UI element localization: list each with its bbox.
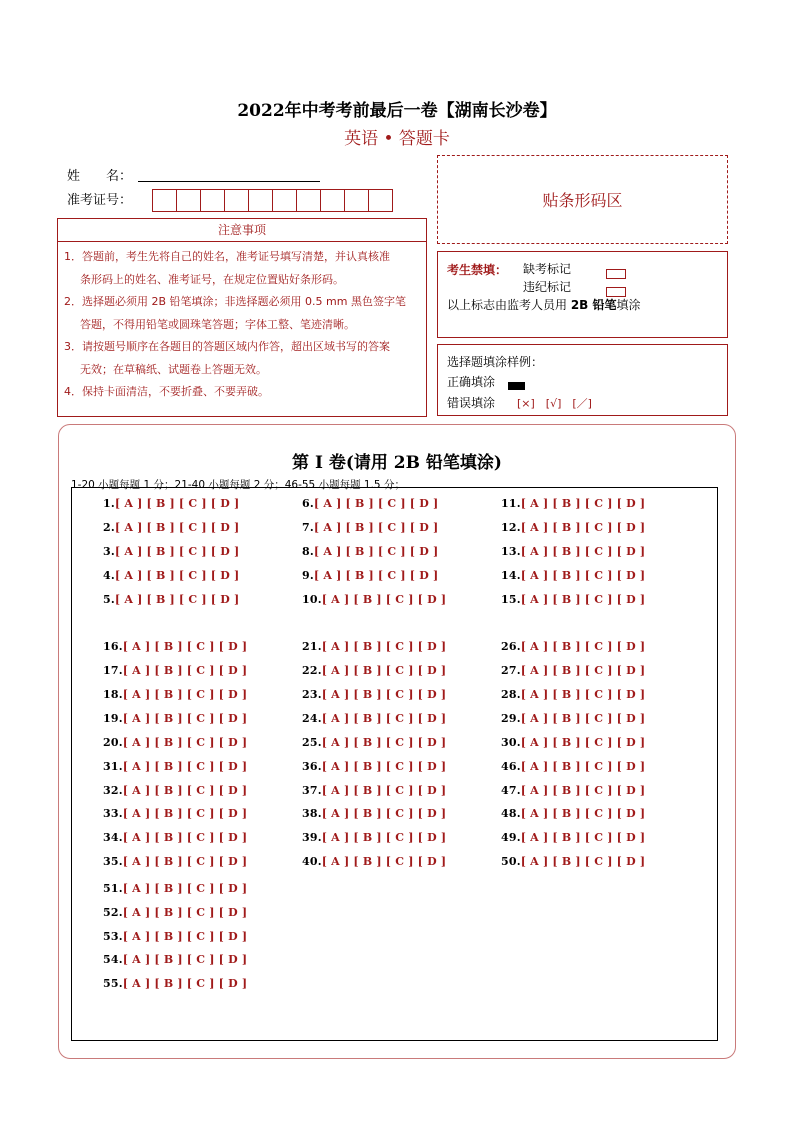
answer-options[interactable]: [ A ] [ B ] [ C ] [ D ] xyxy=(321,688,447,701)
question-row[interactable] xyxy=(302,831,446,844)
question-number: 23. xyxy=(302,688,322,701)
question-number: 6. xyxy=(302,497,314,510)
absent-checkbox[interactable] xyxy=(606,269,626,279)
question-row[interactable] xyxy=(501,807,645,820)
barcode-label: 贴条形码区 xyxy=(542,191,623,210)
question-row[interactable] xyxy=(302,784,446,797)
answer-options[interactable]: [ A ] [ B ] [ C ] [ D ] xyxy=(321,664,447,677)
question-row[interactable] xyxy=(103,977,247,990)
id-label: 准考证号： xyxy=(67,193,133,208)
question-number: 21. xyxy=(302,640,322,653)
id-digit-box[interactable] xyxy=(296,189,321,212)
question-row[interactable] xyxy=(302,736,446,749)
answer-options[interactable]: [ A ] [ B ] [ C ] [ D ] xyxy=(313,521,439,534)
question-row[interactable] xyxy=(302,593,446,606)
answer-options[interactable]: [ A ] [ B ] [ C ] [ D ] xyxy=(520,784,646,797)
answer-options[interactable]: [ A ] [ B ] [ C ] [ D ] xyxy=(114,593,240,606)
id-digit-box[interactable] xyxy=(272,189,297,212)
question-number: 5. xyxy=(103,593,115,606)
question-number: 53. xyxy=(103,930,123,943)
section-title: 第 I 卷(请用 2B 铅笔填涂) xyxy=(292,453,502,473)
question-row[interactable] xyxy=(302,855,446,868)
question-row[interactable] xyxy=(103,640,247,653)
wrong-fill-samples: [×] [√] [／] xyxy=(517,397,592,410)
question-number: 38. xyxy=(302,807,322,820)
question-number: 34. xyxy=(103,831,123,844)
question-number: 24. xyxy=(302,712,322,725)
question-number: 31. xyxy=(103,760,123,773)
answer-options[interactable]: [ A ] [ B ] [ C ] [ D ] xyxy=(520,640,646,653)
question-number: 50. xyxy=(501,855,521,868)
answer-options[interactable]: [ A ] [ B ] [ C ] [ D ] xyxy=(520,855,646,868)
answer-options[interactable]: [ A ] [ B ] [ C ] [ D ] xyxy=(321,831,447,844)
question-number: 16. xyxy=(103,640,123,653)
question-number: 28. xyxy=(501,688,521,701)
question-row[interactable] xyxy=(501,497,645,510)
notice-line: 2．选择题必须用 2B 铅笔填涂；非选择题必须用 0.5 mm 黑色签字笔 xyxy=(64,295,406,308)
question-number: 17. xyxy=(103,664,123,677)
answer-options[interactable]: [ A ] [ B ] [ C ] [ D ] xyxy=(520,807,646,820)
ban-note-pre: 以上标志由监考人员用 xyxy=(447,298,571,312)
answer-options[interactable]: [ A ] [ B ] [ C ] [ D ] xyxy=(122,930,248,943)
answer-options[interactable]: [ A ] [ B ] [ C ] [ D ] xyxy=(520,569,646,582)
answer-options[interactable]: [ A ] [ B ] [ C ] [ D ] xyxy=(321,736,447,749)
question-row[interactable] xyxy=(501,760,645,773)
question-row[interactable] xyxy=(302,760,446,773)
question-number: 46. xyxy=(501,760,521,773)
question-row[interactable] xyxy=(501,855,645,868)
answer-options[interactable]: [ A ] [ B ] [ C ] [ D ] xyxy=(520,712,646,725)
question-row[interactable] xyxy=(103,855,247,868)
question-row[interactable] xyxy=(103,760,247,773)
answer-options[interactable]: [ A ] [ B ] [ C ] [ D ] xyxy=(122,760,248,773)
question-number: 2. xyxy=(103,521,115,534)
question-number: 8. xyxy=(302,545,314,558)
page-subtitle: 英语 • 答题卡 xyxy=(344,129,450,149)
question-row[interactable] xyxy=(103,569,239,582)
question-row[interactable] xyxy=(103,497,239,510)
question-row[interactable] xyxy=(103,784,247,797)
question-number: 18. xyxy=(103,688,123,701)
question-number: 22. xyxy=(302,664,322,677)
answer-options[interactable]: [ A ] [ B ] [ C ] [ D ] xyxy=(122,688,248,701)
answer-options[interactable]: [ A ] [ B ] [ C ] [ D ] xyxy=(321,760,447,773)
question-row[interactable] xyxy=(302,545,438,558)
ban-note xyxy=(447,296,641,313)
question-number: 48. xyxy=(501,807,521,820)
question-number: 11. xyxy=(501,497,521,510)
score-note: 1-20 小题每题 1 分；21-40 小题每题 2 分；46-55 小题每题 1.5 分； xyxy=(71,479,405,491)
answer-options[interactable]: [ A ] [ B ] [ C ] [ D ] xyxy=(321,712,447,725)
answer-options[interactable]: [ A ] [ B ] [ C ] [ D ] xyxy=(114,545,240,558)
question-row[interactable] xyxy=(501,736,645,749)
answer-options[interactable]: [ A ] [ B ] [ C ] [ D ] xyxy=(122,664,248,677)
sample-label: 选择题填涂样例： xyxy=(447,355,544,369)
ban-note-post: 填涂 xyxy=(616,298,641,312)
question-row[interactable] xyxy=(501,640,645,653)
question-row[interactable] xyxy=(302,688,446,701)
answer-options[interactable]: [ A ] [ B ] [ C ] [ D ] xyxy=(122,882,248,895)
id-digit-box[interactable] xyxy=(224,189,249,212)
question-row[interactable] xyxy=(302,712,446,725)
question-row[interactable] xyxy=(501,664,645,677)
notice-line: 无效；在草稿纸、试题卷上答题无效。 xyxy=(80,362,267,376)
answer-options[interactable]: [ A ] [ B ] [ C ] [ D ] xyxy=(321,593,447,606)
answer-options[interactable]: [ A ] [ B ] [ C ] [ D ] xyxy=(520,831,646,844)
question-number: 39. xyxy=(302,831,322,844)
answer-options[interactable]: [ A ] [ B ] [ C ] [ D ] xyxy=(520,664,646,677)
question-number: 3. xyxy=(103,545,115,558)
answer-options[interactable]: [ A ] [ B ] [ C ] [ D ] xyxy=(122,712,248,725)
absent-mark[interactable] xyxy=(606,263,626,282)
id-digit-box[interactable] xyxy=(368,189,393,212)
question-row[interactable] xyxy=(103,930,247,943)
question-number: 4. xyxy=(103,569,115,582)
question-row[interactable] xyxy=(501,688,645,701)
question-number: 25. xyxy=(302,736,322,749)
question-row[interactable] xyxy=(501,545,645,558)
question-row[interactable] xyxy=(103,664,247,677)
question-number: 54. xyxy=(103,953,123,966)
question-row[interactable] xyxy=(302,569,438,582)
question-number: 37. xyxy=(302,784,322,797)
question-row[interactable] xyxy=(501,569,645,582)
question-row[interactable] xyxy=(302,640,446,653)
notice-body xyxy=(57,242,427,417)
id-digit-box[interactable] xyxy=(200,189,225,212)
question-number: 15. xyxy=(501,593,521,606)
question-row[interactable] xyxy=(103,807,247,820)
question-row[interactable] xyxy=(103,593,239,606)
answer-options[interactable]: [ A ] [ B ] [ C ] [ D ] xyxy=(122,807,248,820)
question-row[interactable] xyxy=(501,712,645,725)
answer-options[interactable]: [ A ] [ B ] [ C ] [ D ] xyxy=(313,569,439,582)
answer-options[interactable]: [ A ] [ B ] [ C ] [ D ] xyxy=(114,497,240,510)
question-number: 26. xyxy=(501,640,521,653)
page-title: 2022年中考考前最后一卷【湖南长沙卷】 xyxy=(237,101,557,121)
question-number: 35. xyxy=(103,855,123,868)
question-number: 33. xyxy=(103,807,123,820)
notice-line: 条形码上的姓名、准考证号，在规定位置贴好条形码。 xyxy=(80,272,344,286)
filled-mark-icon xyxy=(508,382,525,390)
question-number: 9. xyxy=(302,569,314,582)
question-number: 51. xyxy=(103,882,123,895)
answer-options[interactable]: [ A ] [ B ] [ C ] [ D ] xyxy=(520,688,646,701)
violation-checkbox[interactable] xyxy=(606,287,626,297)
answer-options[interactable]: [ A ] [ B ] [ C ] [ D ] xyxy=(313,497,439,510)
question-number: 40. xyxy=(302,855,322,868)
question-row[interactable] xyxy=(501,831,645,844)
id-digit-box[interactable] xyxy=(344,189,369,212)
answer-options[interactable]: [ A ] [ B ] [ C ] [ D ] xyxy=(520,521,646,534)
name-label: 姓 名： xyxy=(67,169,133,184)
notice-line: 3．请按题号顺序在各题目的答题区域内作答，超出区域书写的答案 xyxy=(64,340,390,353)
violation-label: 违纪标记 xyxy=(523,280,572,294)
answer-options[interactable]: [ A ] [ B ] [ C ] [ D ] xyxy=(520,497,646,510)
question-number: 19. xyxy=(103,712,123,725)
question-number: 29. xyxy=(501,712,521,725)
answer-options[interactable]: [ A ] [ B ] [ C ] [ D ] xyxy=(520,545,646,558)
question-number: 20. xyxy=(103,736,123,749)
question-number: 55. xyxy=(103,977,123,990)
answer-options[interactable]: [ A ] [ B ] [ C ] [ D ] xyxy=(122,784,248,797)
question-number: 7. xyxy=(302,521,314,534)
answer-options[interactable]: [ A ] [ B ] [ C ] [ D ] xyxy=(321,855,447,868)
question-row[interactable] xyxy=(103,688,247,701)
question-row[interactable] xyxy=(103,736,247,749)
question-number: 14. xyxy=(501,569,521,582)
id-digit-box[interactable] xyxy=(152,189,177,212)
answer-options[interactable]: [ A ] [ B ] [ C ] [ D ] xyxy=(321,807,447,820)
question-row[interactable] xyxy=(103,906,247,919)
question-row[interactable] xyxy=(302,664,446,677)
answer-options[interactable]: [ A ] [ B ] [ C ] [ D ] xyxy=(520,760,646,773)
answer-options[interactable]: [ A ] [ B ] [ C ] [ D ] xyxy=(520,736,646,749)
notice-heading: 注意事项 xyxy=(57,218,427,242)
question-number: 10. xyxy=(302,593,322,606)
question-number: 32. xyxy=(103,784,123,797)
answer-options[interactable]: [ A ] [ B ] [ C ] [ D ] xyxy=(313,545,439,558)
question-row[interactable] xyxy=(302,521,438,534)
notice-line: 答题，不得用铅笔或圆珠笔答题；字体工整、笔迹清晰。 xyxy=(80,317,355,331)
notice-line: 4．保持卡面清洁，不要折叠、不要弄破。 xyxy=(64,385,269,398)
question-row[interactable] xyxy=(501,593,645,606)
question-number: 36. xyxy=(302,760,322,773)
question-row[interactable] xyxy=(103,521,239,534)
ban-note-bold: 2B 铅笔 xyxy=(570,298,617,312)
correct-label: 正确填涂 xyxy=(447,375,496,389)
id-digit-box[interactable] xyxy=(248,189,273,212)
notice-line: 1．答题前，考生先将自己的姓名，准考证号填写清楚，并认真核准 xyxy=(64,250,390,263)
answer-options[interactable]: [ A ] [ B ] [ C ] [ D ] xyxy=(114,521,240,534)
correct-fill-sample xyxy=(508,375,525,394)
id-digit-box[interactable] xyxy=(320,189,345,212)
answer-options[interactable]: [ A ] [ B ] [ C ] [ D ] xyxy=(122,977,248,990)
question-number: 13. xyxy=(501,545,521,558)
question-number: 52. xyxy=(103,906,123,919)
answer-options[interactable]: [ A ] [ B ] [ C ] [ D ] xyxy=(520,593,646,606)
id-number-boxes[interactable] xyxy=(152,189,392,212)
answer-options[interactable]: [ A ] [ B ] [ C ] [ D ] xyxy=(321,640,447,653)
question-number: 12. xyxy=(501,521,521,534)
answer-options[interactable]: [ A ] [ B ] [ C ] [ D ] xyxy=(122,831,248,844)
question-row[interactable] xyxy=(103,953,247,966)
question-row[interactable] xyxy=(103,545,239,558)
ban-label: 考生禁填： xyxy=(447,263,508,277)
wrong-label: 错误填涂 xyxy=(447,396,496,410)
answer-options[interactable]: [ A ] [ B ] [ C ] [ D ] xyxy=(321,784,447,797)
answer-options[interactable]: [ A ] [ B ] [ C ] [ D ] xyxy=(114,569,240,582)
question-row[interactable] xyxy=(103,712,247,725)
question-number: 27. xyxy=(501,664,521,677)
answer-options[interactable]: [ A ] [ B ] [ C ] [ D ] xyxy=(122,736,248,749)
barcode-area xyxy=(437,155,728,244)
question-row[interactable] xyxy=(501,521,645,534)
answer-options[interactable]: [ A ] [ B ] [ C ] [ D ] xyxy=(122,906,248,919)
question-row[interactable] xyxy=(103,831,247,844)
question-number: 47. xyxy=(501,784,521,797)
question-row[interactable] xyxy=(103,882,247,895)
answer-options[interactable]: [ A ] [ B ] [ C ] [ D ] xyxy=(122,855,248,868)
question-row[interactable] xyxy=(302,497,438,510)
answer-options[interactable]: [ A ] [ B ] [ C ] [ D ] xyxy=(122,953,248,966)
question-number: 1. xyxy=(103,497,115,510)
answer-options[interactable]: [ A ] [ B ] [ C ] [ D ] xyxy=(122,640,248,653)
absent-label: 缺考标记 xyxy=(523,262,572,276)
id-digit-box[interactable] xyxy=(176,189,201,212)
question-row[interactable] xyxy=(501,784,645,797)
question-number: 30. xyxy=(501,736,521,749)
name-field[interactable] xyxy=(138,180,320,182)
question-row[interactable] xyxy=(302,807,446,820)
question-number: 49. xyxy=(501,831,521,844)
